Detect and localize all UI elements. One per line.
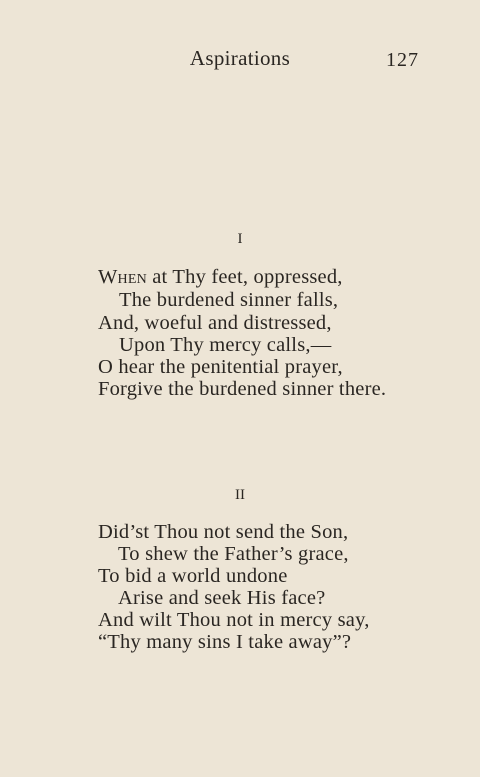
stanza-numeral: II bbox=[235, 487, 245, 503]
stanza-numeral: I bbox=[237, 231, 243, 247]
poem-line: Did’st Thou not send the Son, bbox=[98, 521, 349, 543]
poem-line: To bid a world undone bbox=[98, 565, 288, 587]
poem-line: O hear the penitential prayer, bbox=[98, 356, 343, 378]
poem-line: Upon Thy mercy calls,— bbox=[119, 334, 332, 356]
poem-line: And, woeful and distressed, bbox=[98, 312, 332, 334]
poem-line: The burdened sinner falls, bbox=[119, 289, 339, 311]
poem-line: “Thy many sins I take away”? bbox=[98, 631, 352, 653]
running-title: Aspirations bbox=[189, 46, 291, 70]
poem-line bbox=[98, 266, 343, 289]
line-text: at Thy feet, oppressed, bbox=[146, 266, 343, 288]
poem-line: Arise and seek His face? bbox=[118, 587, 326, 609]
poem-line: To shew the Father’s grace, bbox=[118, 543, 349, 565]
poem-line: Forgive the burdened sinner there. bbox=[98, 378, 387, 400]
drop-word: When bbox=[98, 266, 147, 288]
page-number: 127 bbox=[386, 49, 419, 71]
poem-line: And wilt Thou not in mercy say, bbox=[98, 609, 370, 631]
